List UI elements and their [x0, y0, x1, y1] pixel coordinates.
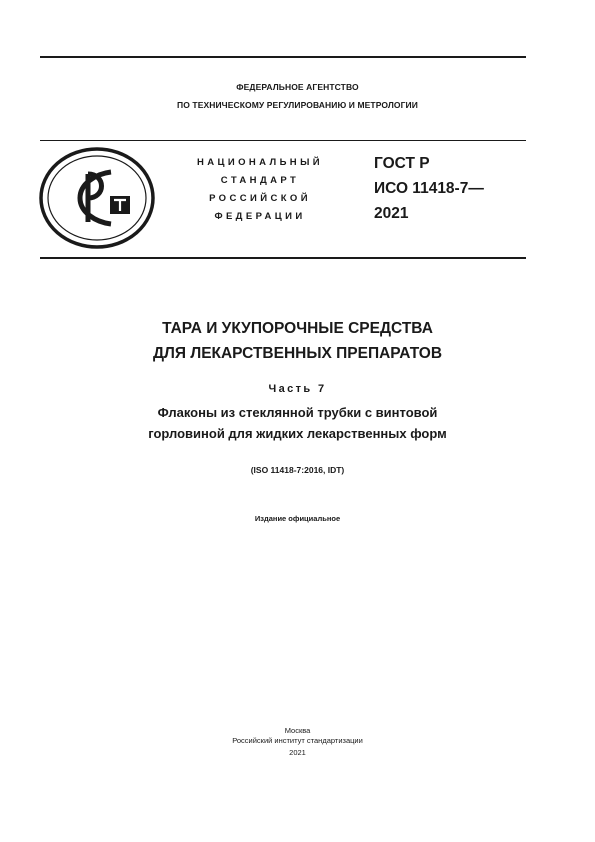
- designation-line-3: 2021: [374, 205, 409, 222]
- part-number: Часть 7: [268, 383, 327, 395]
- imprint-publisher: Российский институт стандартизации: [232, 736, 363, 745]
- part-title-line-1: Флаконы из стеклянной трубки с винтовой: [157, 405, 438, 420]
- agency-name-line-1: ФЕДЕРАЛЬНОЕ АГЕНТСТВО: [236, 82, 359, 92]
- document-title-line-2: ДЛЯ ЛЕКАРСТВЕННЫХ ПРЕПАРАТОВ: [152, 345, 443, 362]
- standard-type-line-3: РОССИЙСКОЙ: [209, 193, 311, 204]
- designation-line-1: ГОСТ Р: [374, 155, 430, 172]
- imprint-year: 2021: [289, 748, 306, 757]
- agency-name-line-2: ПО ТЕХНИЧЕСКОМУ РЕГУЛИРОВАНИЮ И МЕТРОЛОГИИ: [177, 100, 418, 110]
- standard-type-line-2: СТАНДАРТ: [220, 175, 300, 186]
- top-rule: [40, 56, 526, 58]
- imprint-city: Москва: [284, 726, 311, 735]
- edition-note: Издание официальное: [254, 514, 341, 523]
- standard-type-line-1: НАЦИОНАЛЬНЫЙ: [197, 157, 323, 168]
- rst-emblem-icon: [38, 146, 156, 250]
- middle-rule: [40, 140, 526, 141]
- document-title-line-1: ТАРА И УКУПОРОЧНЫЕ СРЕДСТВА: [162, 320, 433, 337]
- iso-reference: (ISO 11418-7:2016, IDT): [250, 465, 345, 475]
- designation-line-2: ИСО 11418-7—: [374, 180, 484, 197]
- standard-type-line-4: ФЕДЕРАЦИИ: [214, 211, 306, 222]
- part-title-line-2: горловиной для жидких лекарственных форм: [148, 426, 447, 441]
- bottom-rule: [40, 257, 526, 259]
